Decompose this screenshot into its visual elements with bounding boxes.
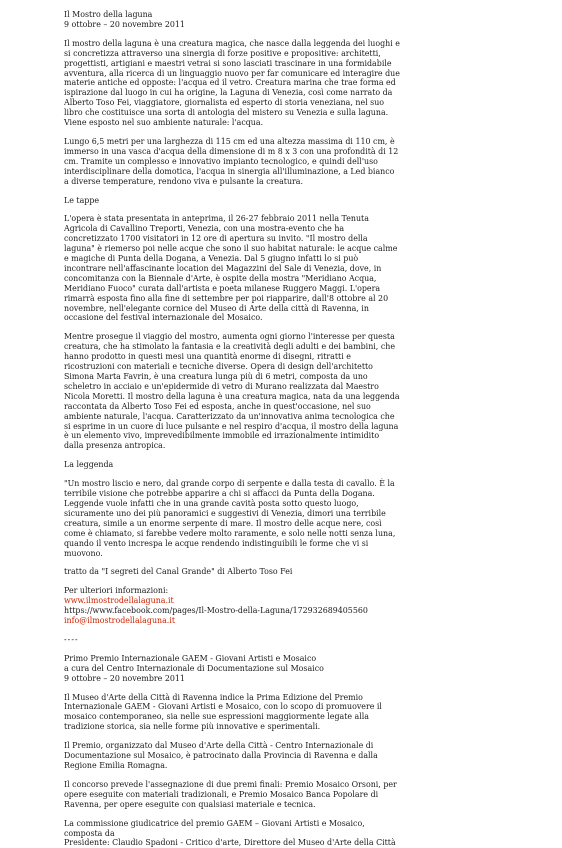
text-line: a diverse temperature, rendono viva e pulsante la creatura. (64, 176, 304, 186)
text-line: La commissione giudicatrice del premio GAEM – Giovani Artisti e Mosaico, (64, 818, 365, 828)
text-line: opere eseguite con materiali tradizionali, e Premio Mosaico Banca Popolare di (64, 789, 379, 799)
text-line: novembre, nell'elegante cornice del Museo di Arte della città di Ravenna, in (64, 303, 369, 313)
text-line: 9 ottobre – 20 novembre 2011 (64, 673, 185, 683)
text-line: si esprime in un cuore di luce pulsante e nel respiro d'acqua, il mostro della laguna (64, 421, 399, 431)
text-line: terribile visione che potrebbe apparire a chi si affacci da Punta della Dogana. (64, 489, 375, 499)
intro-paragraph (64, 39, 548, 128)
text-line: rimarrà esposta fino alla fine di settembre per poi riapparire, dall'8 ottobre al 20 (64, 293, 389, 303)
text-line: materie antiche ed opposte: l'acqua ed il vetro. Creatura marina che trae forma ed (64, 78, 396, 88)
text-line: libro che costituisce una sorta di antologia del mistero su Venezia e sulla laguna. (64, 108, 389, 118)
text-line: e magiche di Punta della Dogana, a Venezia. Dal 5 giugno infatti lo si può (64, 254, 359, 264)
text-line: muovono. (64, 548, 103, 558)
text-line: Il Museo d'Arte della Città di Ravenna indice la Prima Edizione del Premio (64, 692, 363, 702)
dimensions-paragraph (64, 137, 548, 187)
source-credit: tratto da "I segreti del Canal Grande" di Alberto Toso Fei (64, 567, 293, 577)
leggenda-heading: La leggenda (64, 460, 114, 470)
text-line: ambiente naturale, l'acqua. Caratterizzato da un'innovativa anima tecnologica che (64, 411, 395, 421)
text-line: Regione Emilia Romagna. (64, 761, 168, 770)
text-line: Viene esposto nel suo ambiente naturale: l'acqua. (64, 118, 264, 128)
text-line: ispirazione dal luogo in cui ha origine, la Laguna di Venezia, così come narrato da (64, 88, 393, 98)
text-line: concomitanza con la Biennale d'Arte, è ospite della mostra "Meridiano Acqua, (64, 273, 377, 283)
website-link[interactable]: www.ilmostrodellalaguna.it (64, 596, 174, 606)
facebook-link[interactable]: https://www.facebook.com/pages/Il-Mostro-della-Laguna/172932689405560 (64, 606, 368, 616)
text-line: hanno prodotto in questi mesi una quantità enorme di disegni, ritratti e (64, 352, 351, 362)
text-line: occasione del festival internazionale del Mosaico. (64, 313, 263, 323)
text-line: avventura, alla ricerca di un linguaggio nuovo per far comunicare ed interagire due (64, 68, 400, 78)
text-line: è un elemento vivo, imprevedibilmente immobile ed irrazionalmente intimidito (64, 431, 380, 441)
document-dates: 9 ottobre – 20 novembre 2011 (64, 19, 185, 29)
text-line: raccontata da Alberto Toso Fei ed esposta, anche in quest'occasione, nel suo (64, 401, 371, 411)
text-line: sicuramente uno dei più panoramici e suggestivi di Venezia, dimori una terribile (64, 508, 386, 518)
text-line: Il mostro della laguna è una creatura magica, che nasce dalla leggenda dei luoghi e (64, 38, 400, 48)
text-line: dalla presenza antropica. (64, 441, 166, 451)
text-line: cm. Tramite un complesso e innovativo impianto tecnologico, e quindi dell'uso (64, 156, 378, 166)
premio-paragraph-2 (64, 741, 548, 771)
document-title: Il Mostro della laguna (64, 10, 153, 19)
text-line: quando il vento increspa le acque rendendo indistinguibili le forme che vi si (64, 538, 369, 548)
text-line: creatura, simile a un enorme serpente di mare. Il mostro delle acque nere, così (64, 518, 382, 528)
text-line: Alberto Toso Fei, viaggiatore, giornalista ed esperto di storia veneziana, nel suo (64, 98, 385, 108)
text-line: come è chiamato, si farebbe vedere molto raramente, e solo nelle notti senza luna, (64, 528, 396, 538)
text-line: Internazionale GAEM - Giovani Artisti e Mosaico, con lo scopo di promuovere il (64, 702, 382, 712)
text-line: Leggende vuole infatti che in una grande cavità posta sotto questo luogo, (64, 498, 359, 508)
text-line: incontrare nell'affascinante location dei Magazzini del Sale di Venezia, dove, in (64, 263, 382, 273)
text-line: Nicola Moretti. Il mostro della laguna è una creatura magica, nata da una leggenda (64, 391, 400, 401)
text-line: mosaico contemporaneo, sia nelle sue espressioni maggiormente legate alla (64, 712, 369, 722)
text-line: concretizzato 1700 visitatori in 12 ore di apertura su invito. "Il mostro della (64, 234, 368, 244)
viaggio-paragraph (64, 332, 548, 451)
text-line: composta da (64, 828, 115, 838)
text-line: si concretizza attraverso una sinergia di forze positive e propositive: architetti, (64, 48, 381, 58)
text-line: Presidente: Claudio Spadoni - Critico d'arte, Direttore del Museo d'Arte della Città (64, 838, 396, 848)
info-label: Per ulteriori informazioni: (64, 586, 169, 596)
tappe-heading: Le tappe (64, 195, 100, 205)
text-line: Ravenna, per opere eseguite con qualsiasi materiale e tecnica. (64, 799, 316, 809)
text-line: immerso in una vasca d'acqua della dimensione di m 8 x 3 con una profondità di 12 (64, 146, 399, 156)
premio-paragraph-1 (64, 693, 548, 733)
text-line: creatura, che ha stimolato la fantasia e la creatività degli adulti e dei bambini, che (64, 342, 395, 352)
text-line: scheletro in acciaio e un'epidermide di vetro di Murano realizzata dal Maestro (64, 381, 379, 391)
email-link[interactable]: info@ilmostrodellalaguna.it (64, 616, 176, 626)
premio-title (64, 654, 548, 684)
text-line: Mentre prosegue il viaggio del mostro, aumenta ogni giorno l'interesse per questa (64, 332, 395, 342)
text-line: interdisciplinare della domotica, l'acqua in sinergia all'illuminazione, a Led bianco (64, 166, 395, 176)
text-line: Il Premio, organizzato dal Museo d'Arte della Città - Centro Internazionale di (64, 741, 374, 751)
text-line: progettisti, artigiani e maestri vetrai si sono lasciati trascinare in una formidabile (64, 58, 392, 68)
text-line: a cura del Centro Internazionale di Documentazione sul Mosaico (64, 663, 324, 673)
section-separator: ---- (64, 634, 79, 644)
tappe-paragraph (64, 214, 548, 323)
text-line: Agricola di Cavallino Treporti, Venezia, con una mostra-evento che ha (64, 224, 345, 234)
text-line: Primo Premio Internazionale GAEM - Giovani Artisti e Mosaico (64, 653, 317, 663)
document-header (64, 10, 548, 30)
leggenda-quote (64, 479, 548, 558)
text-line: Simona Marta Favrin, è una creatura lunga più di 6 metri, composta da uno (64, 372, 368, 381)
text-line: "Un mostro liscio e nero, dal grande corpo di serpente e dalla testa di cavallo. È la (64, 479, 395, 489)
text-line: L'opera è stata presentata in anteprima, il 26-27 febbraio 2011 nella Tenuta (64, 214, 369, 224)
text-line: laguna" è riemerso poi nelle acque che sono il suo habitat naturale: le acque calme (64, 244, 398, 254)
info-block (64, 586, 548, 626)
text-line: Documentazione sul Mosaico, è patrocinato dalla Provincia di Ravenna e dalla (64, 751, 378, 761)
text-line: tradizione storica, sia nelle forme più innovative e sperimentali. (64, 722, 321, 732)
text-line: ricostruzioni con materiali e tecniche diverse. Opera di design dell'architetto (64, 362, 373, 372)
text-line: Il concorso prevede l'assegnazione di due premi finali: Premio Mosaico Orsoni, per (64, 779, 397, 789)
premio-paragraph-4 (64, 819, 548, 848)
text-line: Meridiano Fuoco" curata dall'artista e poeta milanese Ruggero Maggi. L'opera (64, 283, 381, 293)
text-line: Lungo 6,5 metri per una larghezza di 115 cm ed una altezza massima di 110 cm, è (64, 136, 395, 146)
